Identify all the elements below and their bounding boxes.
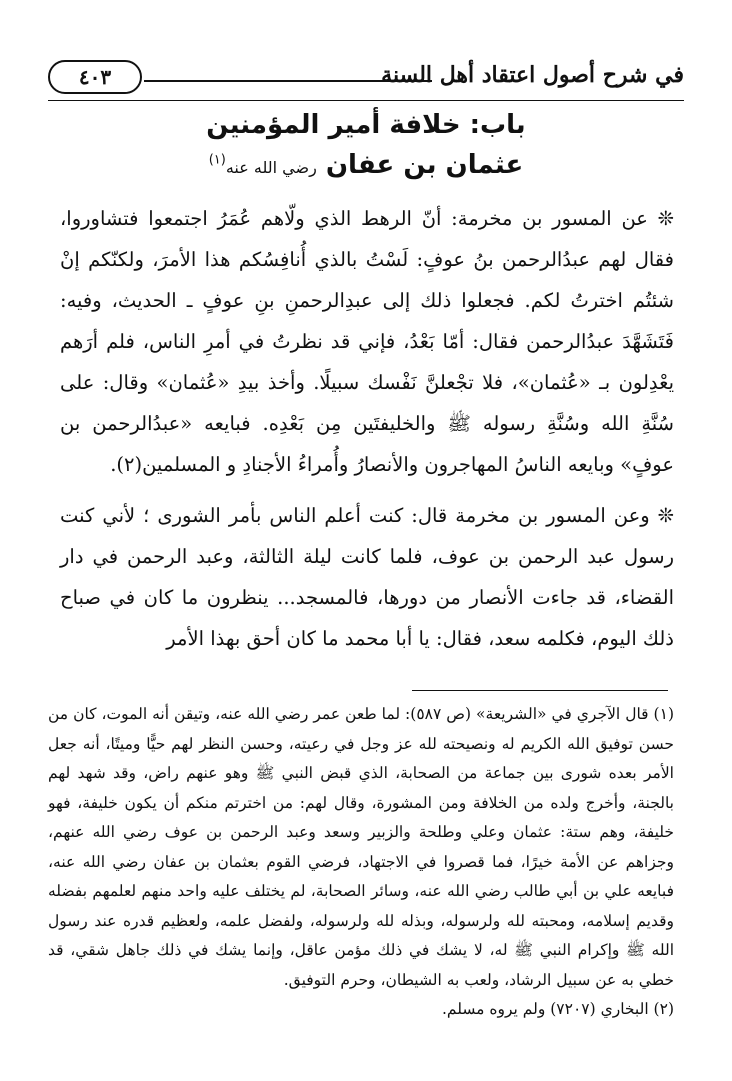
chapter-subtitle [60,150,672,180]
running-title: في شرح أصول اعتقاد أهل السنة [381,62,684,88]
body-text [60,198,674,659]
chapter-footnote-ref: (١) [208,152,226,168]
page-number: ٤٠٣ [48,60,142,94]
header-underline [48,100,684,101]
honorific: رضي الله عنه [225,158,317,177]
running-header [48,56,684,102]
footnote-separator [412,690,668,691]
footnotes [48,700,674,1025]
footnote-1: (١) قال الآجري في «الشريعة» (ص ٥٨٧): لما طعن عمر رضي الله عنه، وتيقن أنه الموت، كان من حسن توفيق الله الكريم له ونصيحته لله عز وجل في رعيته، وحسن النظر لهم حيًّا وميتًا، أنه جعل الأمر بعده شورى بين جماعة من الصحابة، الذي قبض النبي ﷺ وهو عنهم راض، وقد شهد لهم بالجنة، وأخرج ولده من الخلافة ومن المشورة، وقال لهم: من اخترتم منكم أن يكون خليفة، فهو خليفة، وهم ستة: عثمان وعلي وطلحة والزبير وسعد وعبد الرحمن بن عوف رضي الله عنهم، وجزاهم عن الأمة خيرًا، فما قصروا في الاجتهاد، فرضي القوم بعثمان بن عفان رضي الله عنه، فبايعه علي بن أبي طالب رضي الله عنه، وسائر الصحابة، لم يختلف عليه واحد منهم لعلمهم بفضله وقديم إسلامه، ومحبته لله ولرسوله، وبذله لله ولرسوله، ولفضل علمه، ولعظيم قدره عند رسول الله ﷺ وإكرام النبي ﷺ له، لا يشك في ذلك مؤمن عاقل، وإنما يشك في ذلك جاهل شقي، قد خطي به عن سبيل الرشاد، ولعب به الشيطان، وحرم التوفيق. [48,705,674,989]
body-paragraph: ❊ عن المسور بن مخرمة: أنّ الرهط الذي ولّاهم عُمَرُ اجتمعوا فتشاوروا، فقال لهم عبدُالرحمن بنُ عوفٍ: لَسْتُ بالذي أُنافِسُكم هذا الأمرَ، ولكنّكم إنْ شئتُم اخترتُ لكم. فجعلوا ذلك إلى عبدِالرحمنِ بنِ عوفٍ ـ الحديث، وفيه: فَتَشَهَّدَ عبدُالرحمن فقال: أمّا بَعْدُ، فإني قد نظرتُ في أمرِ الناس، فلم أرَهم يعْدِلون بـ «عُثمان»، فلا تجْعلنَّ نَفْسك سبيلًا. وأخذ بيدِ «عُثمان» وقال: على سُنَّةِ الله وسُنَّةِ رسوله ﷺ والخليفتَين مِن بَعْدِه. فبايعه «عبدُالرحمن بن عوفٍ» وبايعه الناسُ المهاجرون والأنصارُ وأُمراءُ الأجنادِ و المسلمين(٢). [60,207,674,476]
chapter-title: باب: خلافة أمير المؤمنين [206,110,526,140]
footnote-2: (٢) البخاري (٧٢٠٧) ولم يروه مسلم. [441,1000,674,1018]
chapter-subtitle-name: عثمان بن عفان [325,150,524,180]
body-paragraph: ❊ وعن المسور بن مخرمة قال: كنت أعلم الناس بأمر الشورى ؛ لأني كنت رسول عبد الرحمن بن عوف، فلما كانت ليلة الثالثة، وعبد الرحمن في دار القضاء، قد جاءت الأنصار من دورها، فالمسجد... ينظرون ما كان في صباح ذلك اليوم، فكلمه سعد، فقال: يا أبا محمد ما كان أحق بهذا الأمر [60,504,675,650]
header-rule [144,80,432,82]
